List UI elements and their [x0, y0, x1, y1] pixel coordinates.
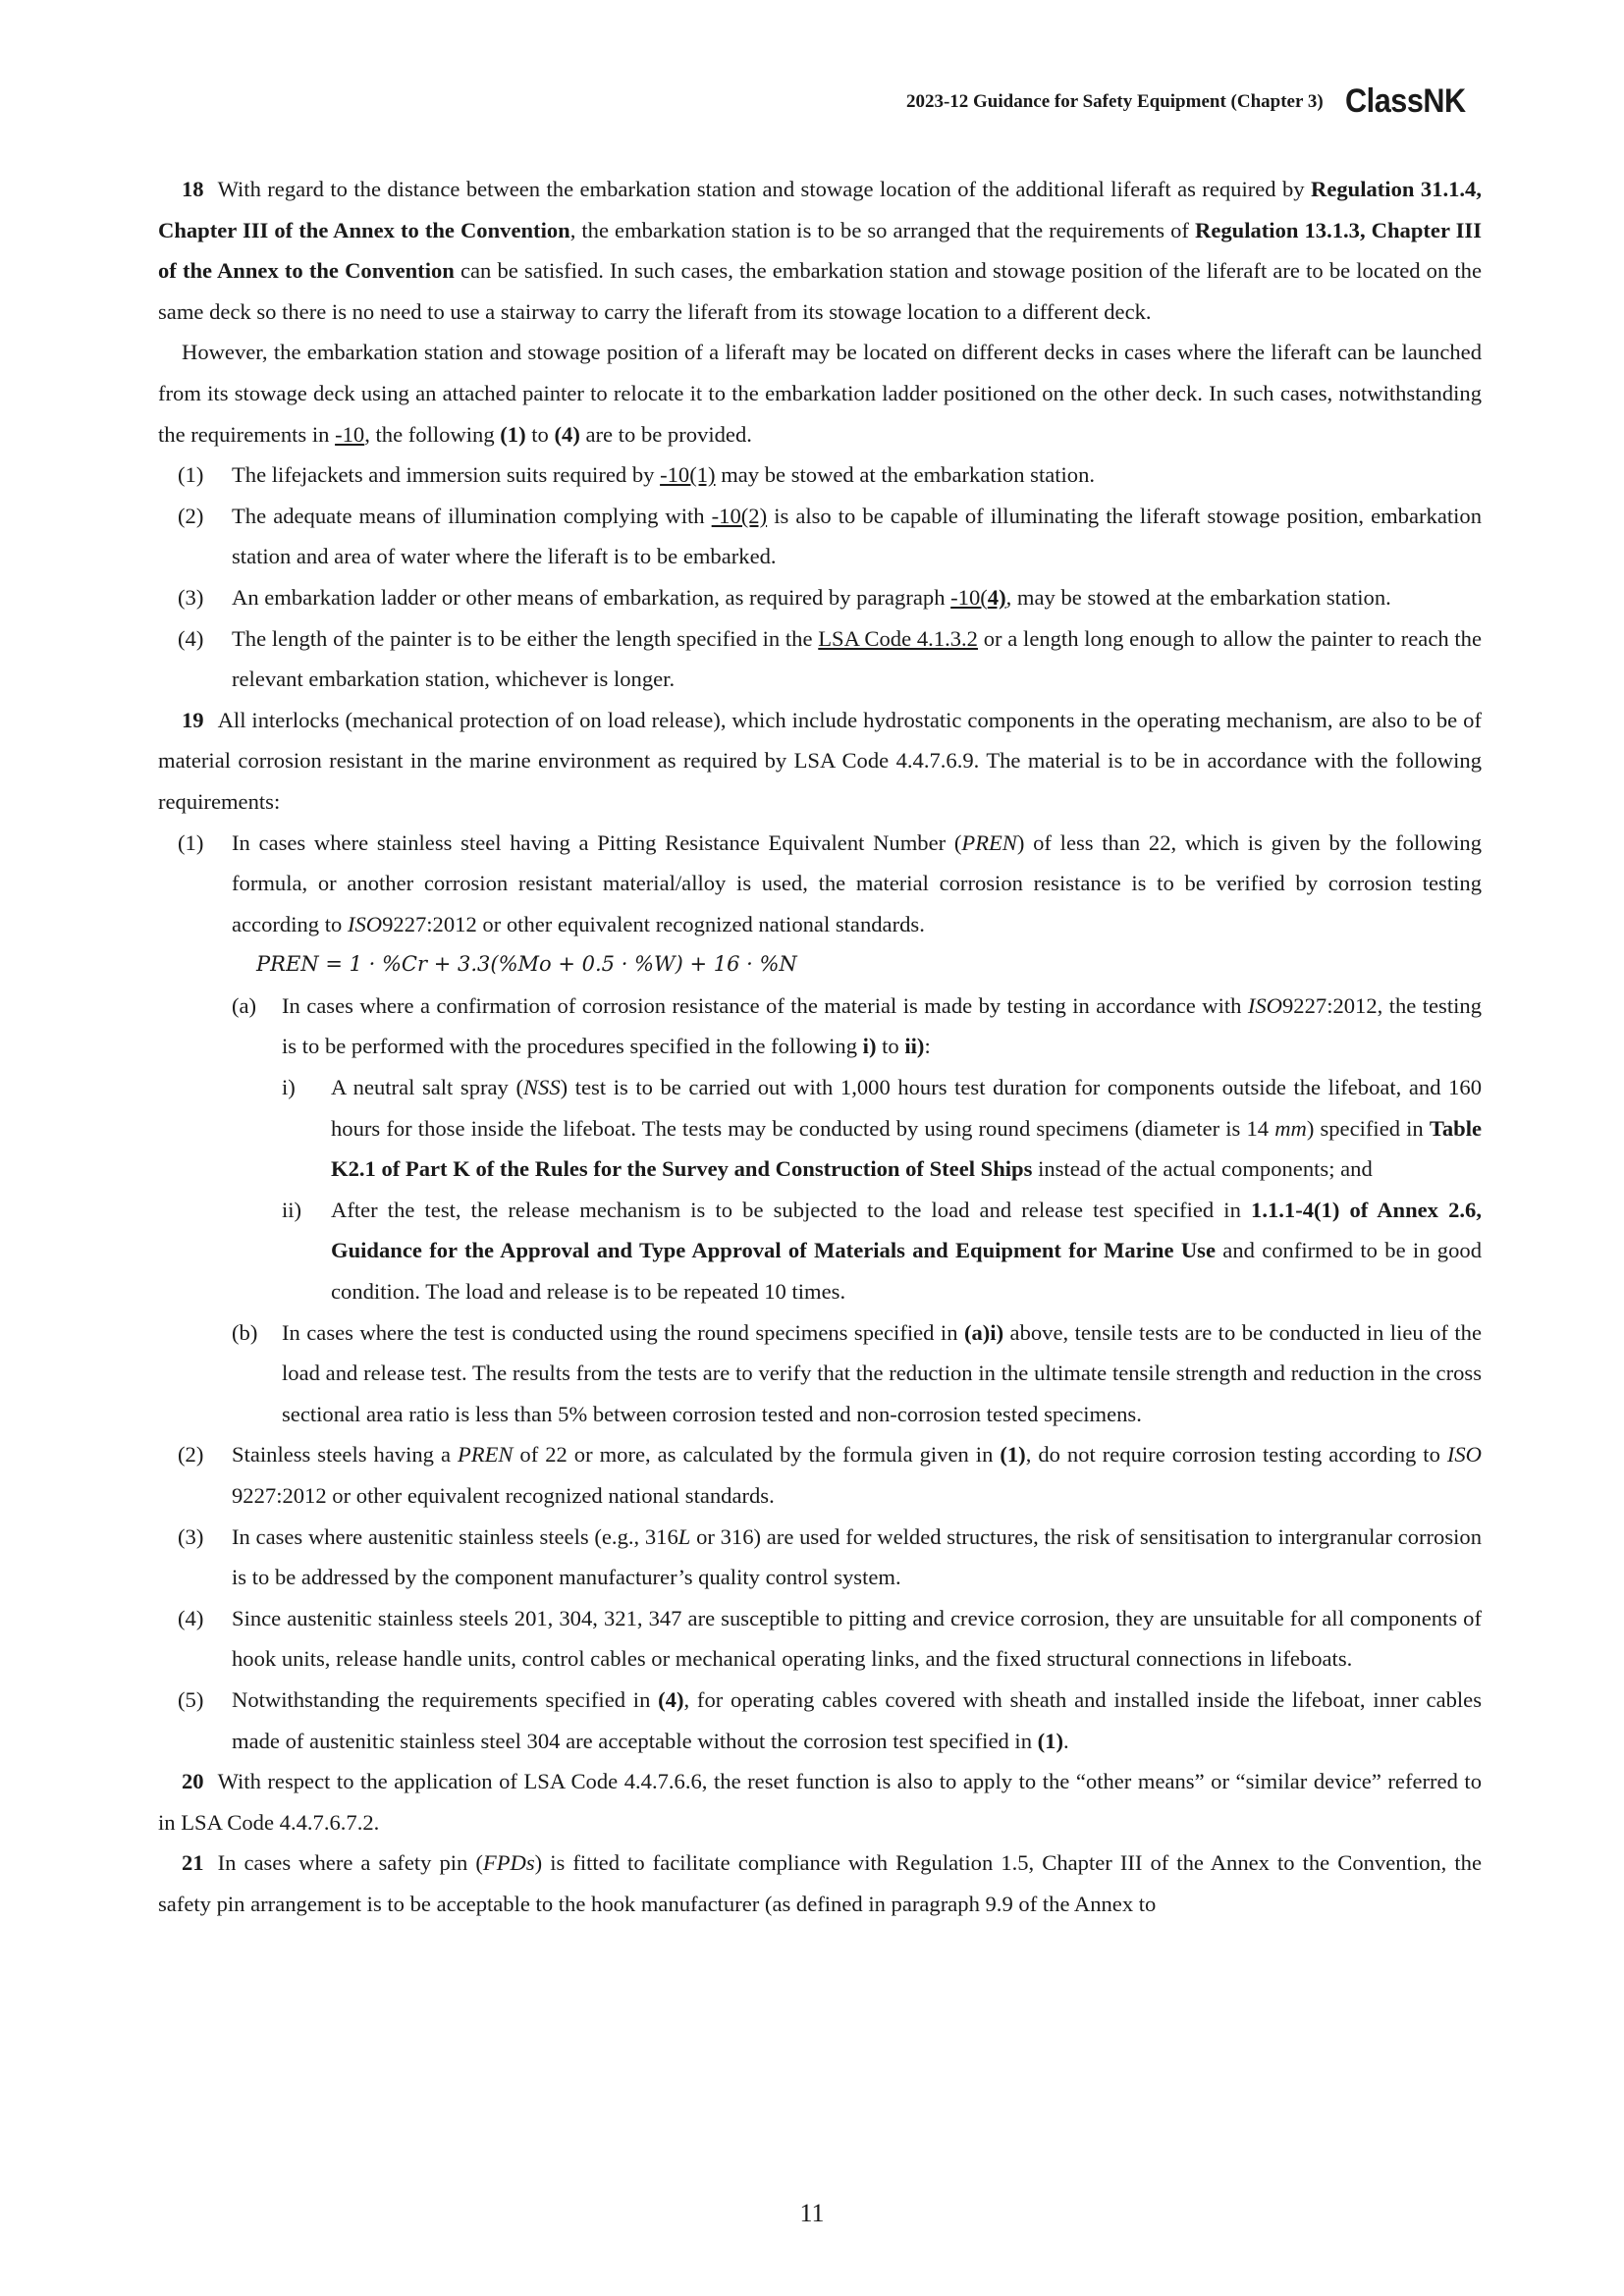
list-item: (3) In cases where austenitic stainless steels (e.g., 316L or 316) are used for welded structures, the risk of sensitisation to intergranular corrosion is to be addressed by the component manufacturer’s quality control system.: [158, 1517, 1482, 1598]
cross-reference-link[interactable]: LSA Code 4.1.3.2: [818, 625, 978, 651]
section-number: 18: [182, 177, 204, 201]
list-item: (4) The length of the painter is to be either the length specified in the LSA Code 4.1.3.2 or a length long enough to allow the painter to reach the relevant embarkation station, whichever is longer.: [158, 618, 1482, 700]
page-number: 11: [799, 2199, 825, 2227]
list-item: (1) The lifejackets and immersion suits required by -10(1) may be stowed at the embarkation station.: [158, 454, 1482, 496]
regulation-reference: Regulation 13.1.3, Chapter III of the Annex to the Convention: [158, 217, 1482, 284]
cross-reference-link[interactable]: -10(1): [660, 462, 716, 488]
list-item: i) A neutral salt spray (NSS) test is to be carried out with 1,000 hours test duration for components outside the lifeboat, and 160 hours for those inside the lifeboat. The tests may be conducted by using round specimens (diameter is 14 mm) specified in Table K2.1 of Part K of the Rules for the Survey and Construction of Steel Ships instead of the actual components; and: [158, 1067, 1482, 1190]
list-marker: (a): [232, 992, 257, 1018]
list-marker: (1): [178, 829, 204, 855]
section-number: 21: [182, 1850, 204, 1876]
list-item: (3) An embarkation ladder or other means of embarkation, as required by paragraph -10(4), may be stowed at the embarkation station.: [158, 577, 1482, 618]
page-header: [906, 82, 1479, 121]
list-item: (4) Since austenitic stainless steels 201, 304, 321, 347 are susceptible to pitting and crevice corrosion, they are unsuitable for all components of hook units, release handle units, control cables or mechanical operating links, and the fixed structural connections in lifeboats.: [158, 1598, 1482, 1680]
paragraph-21: 21 In cases where a safety pin (FPDs) is fitted to facilitate compliance with Regulation 1.5, Chapter III of the Annex to the Convention, the safety pin arrangement is to be acceptable to the hook manufacturer (as defined in paragraph 9.9 of the Annex to: [158, 1850, 1482, 1916]
paragraph-18-continued: However, the embarkation station and stowage position of a liferaft may be located on different decks in cases where the liferaft can be launched from its stowage deck using an attached painter to relocate it to the embarkation ladder positioned on the other deck. In such cases, notwithstanding the requirements in -10, the following (1) to (4) are to be provided.: [158, 340, 1482, 447]
list-marker: (2): [178, 503, 204, 528]
list-item: (5) Notwithstanding the requirements specified in (4), for operating cables covered with sheath and installed inside the lifeboat, inner cables made of austenitic stainless steel 304 are acceptable without the corrosion test specified in (1).: [158, 1680, 1482, 1761]
section-number: 19: [182, 707, 204, 732]
cross-reference-link[interactable]: -10(2): [711, 503, 768, 528]
list-marker: ii): [282, 1197, 302, 1222]
paragraph-18: 18 With regard to the distance between the embarkation station and stowage location of the additional liferaft as required by Regulation 31.1.4, Chapter III of the Annex to the Convention, the embarkation station is to be so arranged that the requirements of Regulation 13.1.3, Chapter III of the Annex to the Convention can be satisfied. In such cases, the embarkation station and stowage position of the liferaft are to be located on the same deck so there is no need to use a stairway to carry the liferaft from its stowage location to a different deck.: [158, 177, 1482, 324]
cross-reference-link[interactable]: -10(4): [950, 584, 1006, 610]
list-item: (2) The adequate means of illumination complying with -10(2) is also to be capable of illuminating the liferaft stowage position, embarkation station and area of water where the liferaft is to be embarked.: [158, 496, 1482, 577]
list-marker: (3): [178, 584, 204, 610]
list-item: (2) Stainless steels having a PREN of 22 or more, as calculated by the formula given in (1), do not require corrosion testing according to ISO 9227:2012 or other equivalent recognized national standards.: [158, 1434, 1482, 1516]
list-item: (b) In cases where the test is conducted using the round specimens specified in (a)i) above, tensile tests are to be conducted in lieu of the load and release test. The results from the tests are to verify that the reduction in the ultimate tensile strength and reduction in the cross sectional area ratio is less than 5% between corrosion tested and non-corrosion tested specimens.: [158, 1312, 1482, 1435]
list-marker: (4): [178, 1605, 204, 1630]
list-item: ii) After the test, the release mechanism is to be subjected to the load and release test specified in 1.1.1-4(1) of Annex 2.6, Guidance for the Approval and Type Approval of Materials and Equipment for Marine Use and confirmed to be in good condition. The load and release is to be repeated 10 times.: [158, 1190, 1482, 1312]
paragraph-20: 20 With respect to the application of LSA Code 4.4.7.6.6, the reset function is also to apply to the “other means” or “similar device” referred to in LSA Code 4.4.7.6.7.2.: [158, 1769, 1482, 1835]
list-marker: (4): [178, 625, 204, 651]
list-marker: (5): [178, 1686, 204, 1712]
cross-reference-link[interactable]: -10: [335, 421, 365, 447]
list-item: (1) In cases where stainless steel having a Pitting Resistance Equivalent Number (PREN) of less than 22, which is given by the following formula, or another corrosion resistant material/alloy is used, the material corrosion resistance is to be verified by corrosion testing according to ISO9227:2012 or other equivalent recognized national standards.: [158, 823, 1482, 945]
classnk-logo: ClassNK: [1344, 82, 1466, 120]
rules-reference: Table K2.1 of Part K of the Rules for the Survey and Construction of Steel Ships: [331, 1115, 1483, 1182]
header-title: 2023-12 Guidance for Safety Equipment (Chapter 3): [905, 90, 1324, 112]
list-marker: i): [282, 1075, 296, 1100]
list-item: (a) In cases where a confirmation of corrosion resistance of the material is made by testing in accordance with ISO9227:2012, the testing is to be performed with the procedures specified in the following i) to ii):: [158, 986, 1482, 1067]
document-body: [158, 169, 1482, 1925]
list-marker: (1): [178, 462, 204, 488]
list-marker: (b): [232, 1319, 258, 1345]
list-marker: (3): [178, 1523, 204, 1549]
list-marker: (2): [178, 1442, 204, 1468]
pren-formula: PREN = 1 · %Cr + 3.3(%Mo + 0.5 · %W) + 16 · %N: [256, 952, 797, 977]
paragraph-19: 19 All interlocks (mechanical protection of on load release), which include hydrostatic components in the operating mechanism, are also to be of material corrosion resistant in the marine environment as required by LSA Code 4.4.7.6.9. The material is to be in accordance with the following requirements:: [158, 707, 1482, 814]
guidance-reference: 1.1.1-4(1) of Annex 2.6, Guidance for the Approval and Type Approval of Materials and Equipment for Marine Use: [331, 1197, 1482, 1263]
regulation-reference: Regulation 31.1.4, Chapter III of the Annex to the Convention: [158, 177, 1482, 242]
section-number: 20: [182, 1769, 204, 1794]
